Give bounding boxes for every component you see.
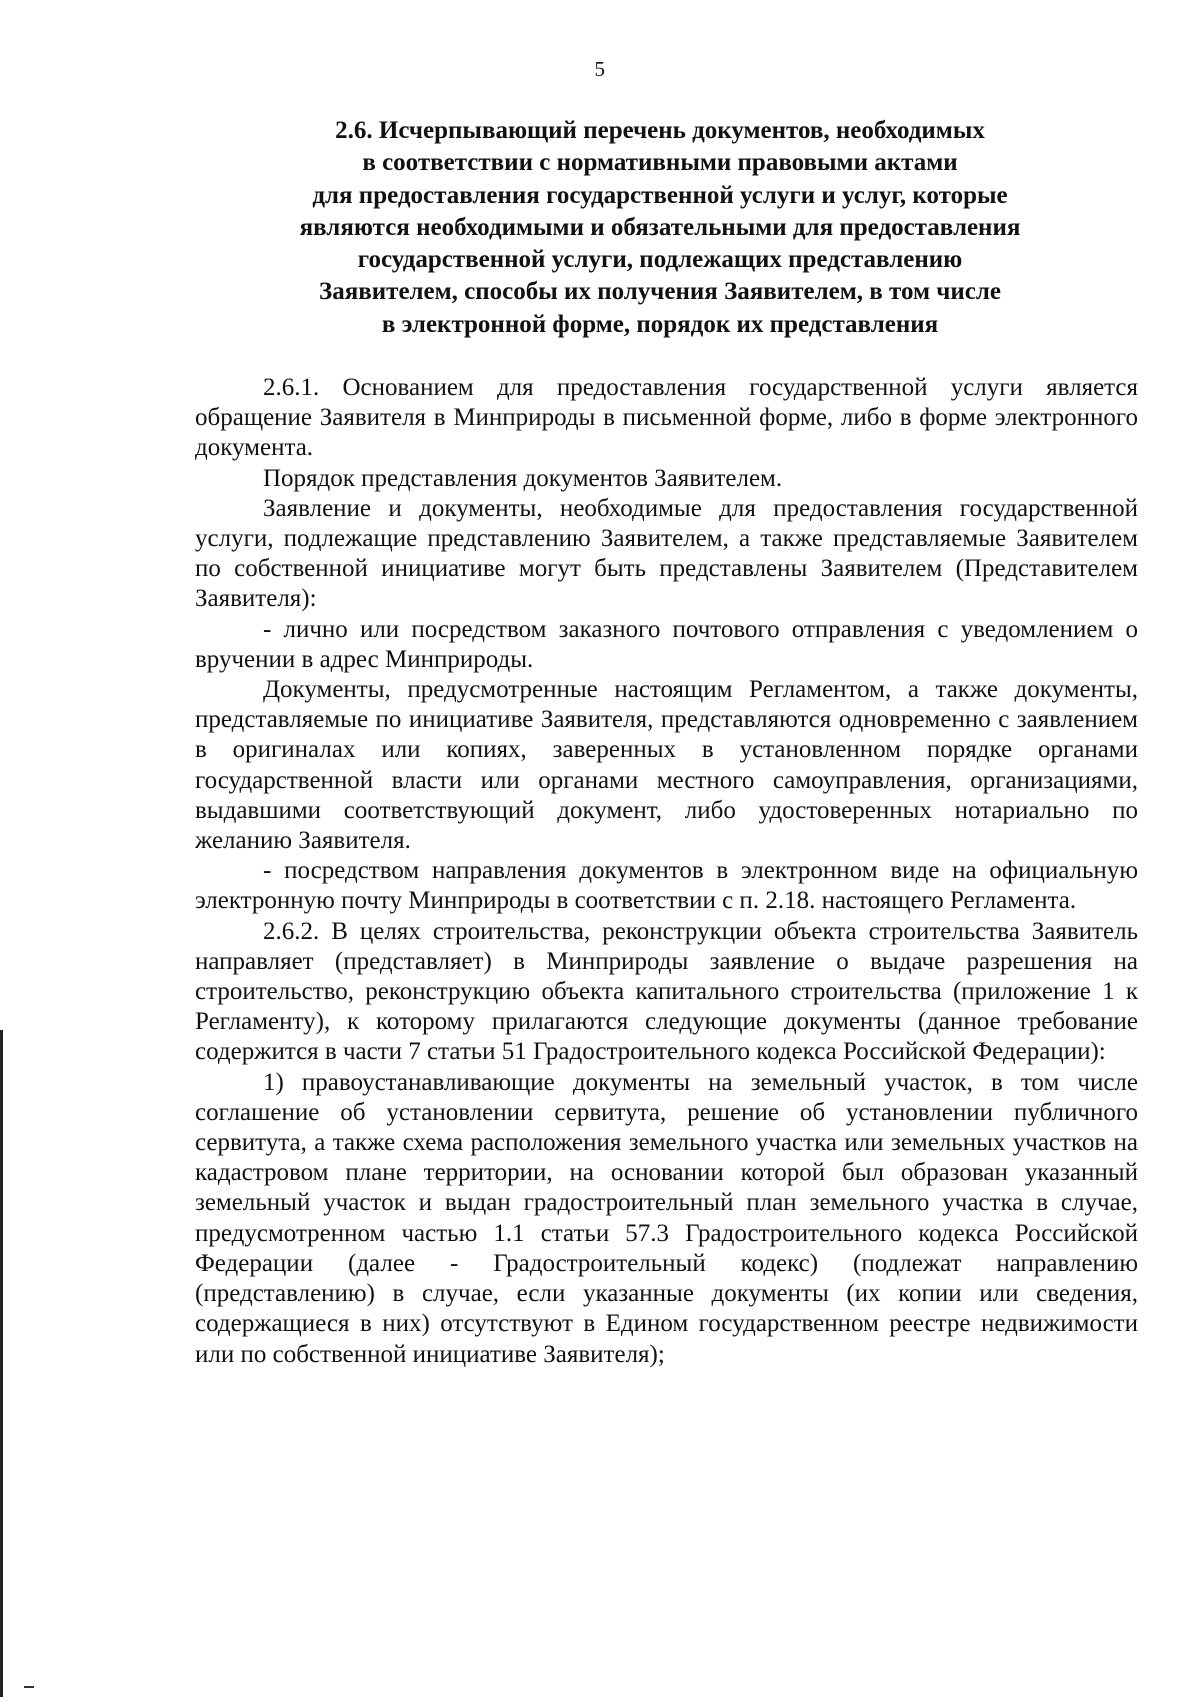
paragraph-regulation-documents: Документы, предусмотренные настоящим Регламентом, а также документы, представляемые по инициативе Заявителя, представляются одновременно с заявлением в оригиналах или копиях, заверенных в установленном порядке органами государственной власти или органами местного самоуправления, организациями, выдавшими соответствующий документ, либо удостоверенных нотариально по желанию Заявителя.	[195, 676, 1138, 855]
document-body	[195, 373, 1138, 1370]
heading-line: 2.6. Исчерпывающий перечень документов, необходимых	[335, 117, 985, 144]
heading-line: в электронной форме, порядок их представления	[381, 310, 939, 338]
heading-line: в соответствии с нормативными правовыми актами	[362, 149, 958, 177]
list-item-title-documents: 1) правоустанавливающие документы на земельный участок, в том числе соглашение об установлении сервитута, решение об установлении публичного сервитута, а также схема расположения земельного участка или земельных участков на кадастровом плане территории, на основании которой был образован указанный земельный участок и выдан градостроительный план земельного участка в случае, предусмотренном частью 1.1 статьи 57.3 Градостроительного кодекса Российской Федерации (далее - Градостроительный кодекс) (подлежат направлению (представлению) в случае, если указанные документы (их копии или сведения, содержащиеся в них) отсутствуют в Едином государственном реестре недвижимости или по собственной инициативе Заявителя);	[195, 1068, 1138, 1368]
page-number: 5	[594, 57, 606, 81]
list-item-electronic: - посредством направления документов в электронном виде на официальную электронную почту Минприроды в соответствии с п. 2.18. настоящего Регламента.	[195, 857, 1138, 915]
section-heading	[180, 115, 1140, 341]
scan-corner-mark	[24, 1686, 34, 1688]
heading-line: государственной услуги, подлежащих представлению	[357, 246, 963, 274]
heading-line: для предоставления государственной услуги и услуг, которые	[312, 181, 1008, 209]
paragraph-2-6-2: 2.6.2. В целях строительства, реконструкции объекта строительства Заявитель направляет (представляет) в Минприроды заявление о выдаче разрешения на строительство, реконструкцию объекта капитального строительства (приложение 1 к Регламенту), к которому прилагаются следующие документы (данное требование содержится в части 7 статьи 51 Градостроительного кодекса Российской Федерации):	[195, 917, 1138, 1066]
paragraph-2-6-1: 2.6.1. Основанием для предоставления государственной услуги является обращение Заявителя в Минприроды в письменной форме, либо в форме электронного документа.	[195, 374, 1138, 462]
list-item-in-person: - лично или посредством заказного почтового отправления с уведомлением о вручении в адрес Минприроды.	[195, 615, 1138, 673]
heading-line: являются необходимыми и обязательными для предоставления	[299, 213, 1021, 241]
paragraph-submission-order: Порядок представления документов Заявителем.	[263, 464, 783, 492]
paragraph-application-documents: Заявление и документы, необходимые для предоставления государственной услуги, подлежащие представлению Заявителем, а также представляемые Заявителем по собственной инициативе могут быть представлены Заявителем (Представителем Заявителя):	[195, 494, 1138, 613]
scan-edge-line	[0, 1030, 3, 1697]
heading-line: Заявителем, способы их получения Заявителем, в том числе	[319, 278, 1001, 306]
